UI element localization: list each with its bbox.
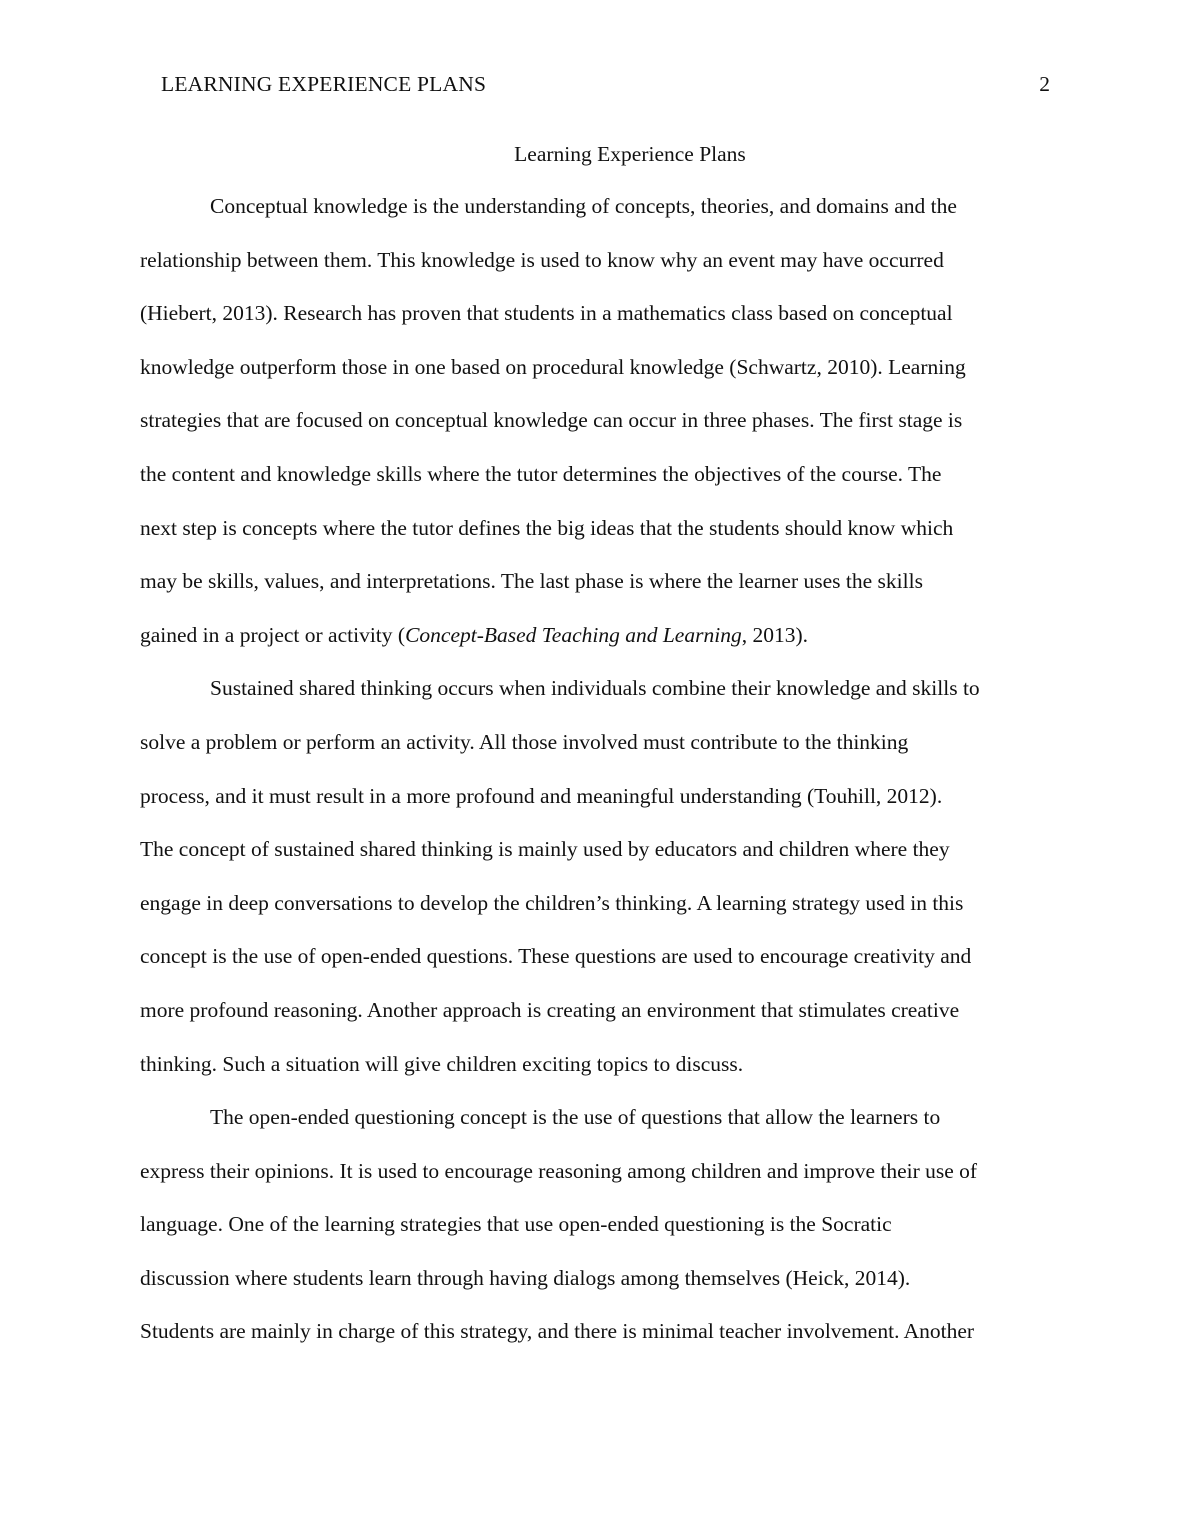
text-line: strategies that are focused on conceptual knowledge can occur in three phases. The first stage is [140, 408, 963, 433]
text-line: Conceptual knowledge is the understanding of concepts, theories, and domains and the [210, 194, 957, 218]
text-line-with-citation [140, 609, 1060, 663]
text-line: The concept of sustained shared thinking is mainly used by educators and children where they [140, 837, 950, 862]
text-line: may be skills, values, and interpretations. The last phase is where the learner uses the skills [140, 569, 923, 594]
text-line: language. One of the learning strategies that use open-ended questioning is the Socratic [140, 1212, 892, 1237]
paragraph-open-ended-questioning [140, 1091, 1060, 1359]
text-line: next step is concepts where the tutor defines the big ideas that the students should know which [140, 515, 954, 540]
text-line: more profound reasoning. Another approach is creating an environment that stimulates creative [140, 997, 960, 1022]
text-line: knowledge outperform those in one based on procedural knowledge (Schwartz, 2010). Learning [140, 354, 966, 379]
text-line: engage in deep conversations to develop the children’s thinking. A learning strategy used in this [140, 890, 964, 915]
text-line: relationship between them. This knowledge is used to know why an event may have occurred [140, 247, 944, 272]
running-head: LEARNING EXPERIENCE PLANS [161, 72, 487, 96]
text-line: Sustained shared thinking occurs when individuals combine their knowledge and skills to [210, 676, 980, 701]
paragraph-sustained-shared-thinking [140, 662, 1060, 1091]
page-number: 2 [1039, 72, 1050, 96]
text-line: concept is the use of open-ended questions. These questions are used to encourage creativity and [140, 944, 972, 969]
text-line: (Hiebert, 2013). Research has proven that students in a mathematics class based on conceptual [140, 301, 953, 326]
paragraph-conceptual-knowledge [140, 180, 1060, 662]
body-text [140, 180, 1060, 1359]
text-line: discussion where students learn through having dialogs among themselves (Heick, 2014). [140, 1265, 911, 1290]
text-line: express their opinions. It is used to encourage reasoning among children and improve their use of [140, 1158, 978, 1183]
text-line: thinking. Such a situation will give children exciting topics to discuss. [140, 1051, 744, 1076]
document-title: Learning Experience Plans [514, 142, 746, 166]
citation-prefix: gained in a project or activity ( [140, 622, 406, 647]
text-line: The open-ended questioning concept is the use of questions that allow the learners to [210, 1105, 941, 1130]
italic-work-title: Concept-Based Teaching and Learning [405, 622, 742, 647]
text-line: solve a problem or perform an activity. All those involved must contribute to the thinking [140, 729, 909, 754]
citation-suffix: , 2013). [741, 622, 808, 647]
text-line: Students are mainly in charge of this strategy, and there is minimal teacher involvement. Another [140, 1319, 975, 1344]
text-line: the content and knowledge skills where the tutor determines the objectives of the course. The [140, 461, 942, 486]
text-line: process, and it must result in a more profound and meaningful understanding (Touhill, 2012). [140, 783, 943, 808]
